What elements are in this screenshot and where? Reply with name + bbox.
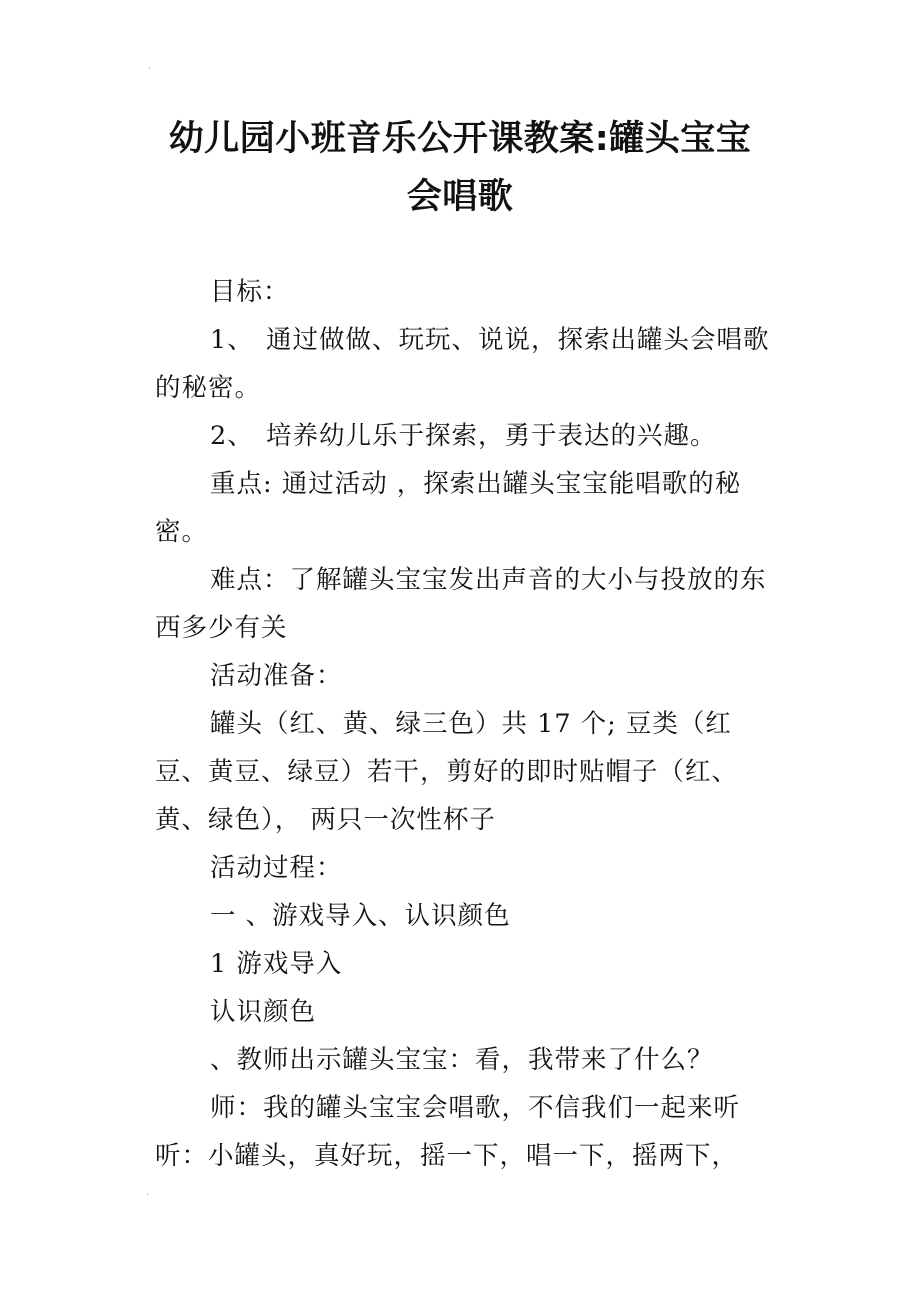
corner-mark-bottom: ‘	[146, 1192, 150, 1203]
sub-item-1: 1 游戏导入	[210, 949, 343, 979]
goal-1-number: 1、	[210, 325, 254, 355]
section-1-heading: 一 、游戏导入、认识颜色	[210, 901, 511, 931]
goal-item-2	[155, 412, 770, 460]
document-body	[155, 268, 770, 1180]
key-point: 重点: 通过活动 ，探索出罐头宝宝能唱歌的秘密。	[155, 469, 742, 547]
goal-2-number: 2、	[210, 421, 254, 451]
sub-item-2: 认识颜色	[210, 997, 317, 1027]
prep-heading: 活动准备：	[210, 661, 343, 691]
goal-item-1	[155, 316, 770, 412]
title-line-2: 会唱歌	[406, 177, 514, 217]
process-heading: 活动过程：	[210, 853, 343, 883]
goal-1-text: 通过做做、玩玩、说说，探索出罐头会唱歌的秘密。	[155, 325, 770, 403]
teacher-show: 、教师出示罐头宝宝：看，我带来了什么？	[210, 1045, 714, 1075]
title-line-1: 幼儿园小班音乐公开课教案:罐头宝宝	[168, 119, 752, 159]
teacher-say: 师：我的罐头宝宝会唱歌，不信我们一起来听听：小罐头，真好玩，摇一下，唱一下，摇两下，	[155, 1093, 741, 1171]
goal-2-text: 培养幼儿乐于探索，勇于表达的兴趣。	[266, 421, 717, 451]
difficulty: 难点：了解罐头宝宝发出声音的大小与投放的东西多少有关	[155, 565, 767, 643]
goal-heading: 目标：	[210, 277, 290, 307]
prep-body: 罐头（红、黄、绿三色）共 17 个; 豆类（红豆、黄豆、绿豆）若干，剪好的即时贴帽子（红、黄、绿色）， 两只一次性杯子	[155, 709, 739, 835]
corner-mark-top: ‘	[148, 66, 152, 77]
document-title	[110, 110, 810, 226]
